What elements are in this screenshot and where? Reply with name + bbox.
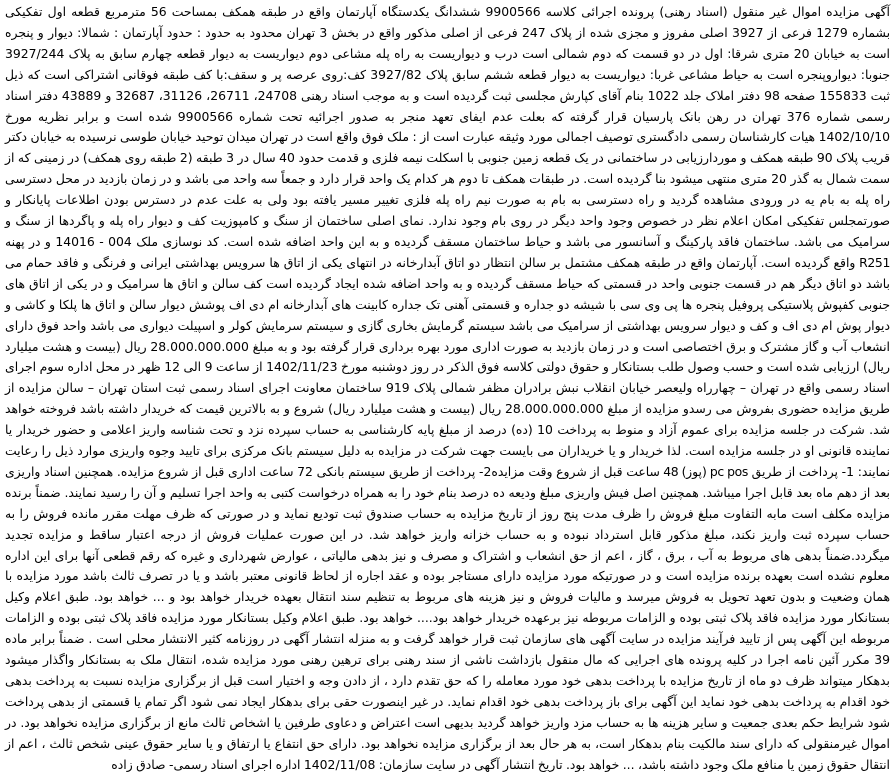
notice-body: آگهی مزایده اموال غیر منقول (اسناد رهنی) پرونده اجرائی کلاسه 9900566 ششدانگ یکدستگاه آپارتمان واقع در طبقه همکف بمساحت 56 مترمربع قطعه اول تفکیکی بشماره 1279 فرعی از 3927 اصلی مفروز و مجزی شده از پلاک 247 فرعی از اصلی مذکور واقع در بخش 3 تهران محدود به حدود : حدود آپارتمان : شمالا: دیوار و پنجره است به خیابان 20 متری شرقا: اول در دو قسمت که دوم شمالی است درب و دیواریست به راه پله مشاعی دوم دیواریست به دیوار قطعه چهارم سابق به پلاک 3927/244 جنوبا: دیواروپنجره است به حیاط مشاعی غربا: دیواریست به دیوار قطعه ششم سابق پلاک 3927/82 کف:روی عرصه پر و سقف:با کف طبقه فوقانی اشتراکی است که ذیل ثبت 155833 صفحه 98 دفتر املاک جلد 1022 بنام آقای کپارش مجلسی ثبت گردیده است و به موجب اسناد رهنی 24708، 26711، 31126، 32687 و 43889 دفتر اسناد رسمی شماره 376 تهران در رهن بانک پارسیان قرار گرفته که بعلت عدم ایفای تعهد منجر به صدور اجرائیه تحت شماره 9900566 شده است و برابر نظریه مورخ 1402/10/10 هیات کارشناسان رسمی دادگستری توصیف اجمالی مورد وثیقه عبارت است از : ملک فوق واقع است در تهران میدان توحید خیابان طوسی نرسیده به خیابان دکتر قریب پلاک 90 طبقه همکف و موردارزیابی در ساختمانی در یک قطعه زمین جنوبی با اسکلت نیمه فلزی و قدمت حدود 40 سال در 3 طبقه (2 طبقه روی همکف) در زمینی که از سمت شمال به گذر 20 متری منتهی میشود بنا گردیده است. در طبقات همکف تا دوم هر کدام یک واحد قرار دارد و جمعاً سه واحد می باشد و در زمان بازدید در محل دسترسی راه پله به بام یه در ورودی مشاهده گردید و راه دسترسی به بام به صورت نیم راه پله فلزی تغییر مسیر یافته بود ولی به علت عدم در دسترس بودن اطلاعات پایانکار و صورتمجلس تفکیکی امکان اعلام نظر در خصوص وجود واحد دیگر در روی بام وجود ندارد. نمای اصلی ساختمان از سنگ و کامپوزیت کف و دیوار راه پله و پاگردها از سنگ و سرامیک می باشد. ساختمان فاقد پارکینگ و آسانسور می باشد و حیاط ساختمان مسقف گردیده و به این واحد اضافه شده است. کد نوسازی ملک 004 - 14016 و در پهنه R251 واقع گردیده است. آپارتمان واقع در طبقه همکف مشتمل بر سالن انتظار دو اتاق آبدارخانه در انتهای یکی از اتاق ها سرویس بهداشتی ایرانی و فرنگی و فاقد حمام می باشد دو اتاق دیگر هم در قسمت جنوبی واحد در قسمتی که حیاط مسقف گردیده و به واحد اضافه شده ایجاد گردیده است کف سالن و اتاق ها سرامیک و در یکی از اتاق های جنوبی کفپوش پلاستیکی پروفیل پنجره ها پی وی سی با شیشه دو جداره و قسمتی آهنی تک جداره کابینت های آبدارخانه ام دی اف پوشش دیوار سالن و اتاق ها پلکا و کاشی و دیوار پوش ام دی اف و کف و دیوار سرویس بهداشتی از سرامیک می باشد سیستم گرمایش بخاری گازی و سیستم سرمایش کولر و اسپیلت دیواری می باشد واحد فوق دارای انشعاب آب و گاز مشترک و برق اختصاصی است و در زمان بازدید به صورت اداری مورد بهره برداری قرار گرفته بود و به مبلغ 28.000.000.000 ریال (بیست و هشت میلیارد ریال) ارزیابی شده است و حسب وصول طلب بستانکار و حقوق دولتی کلاسه فوق الذکر در روز دوشنبه مورخ 1402/11/23 از ساعت 9 الی 12 ظهر در محل اداره سوم اجرای اسناد رسمی واقع در تهران – چهارراه ولیعصر خیابان انقلاب نبش برادران مظفر شمالی پلاک 919 ساختمان معاونت اجرای اسناد رسمی ثبت استان تهران – سالن مزایده از طریق مزایده حضوری بفروش می رسدو مزایده از مبلغ 28.000.000.000 ریال (بیست و هشت میلیارد ریال) شروع و به بالاترین قیمت که خریدار داشته باشد فروخته خواهد شد. شرکت در جلسه مزایده برای عموم آزاد و منوط به پرداخت 10 (ده) درصد از مبلغ پایه کارشناسی به حساب سپرده نزد و تحت شناسه واریز اعلامی و حضور خریدار یا نماینده قانونی او در جلسه مزایده است. لذا خریدار و یا خریداران می بایست جهت شرکت در مزایده به دلیل سیستم بانک مرکزی برای تایید وجوه واریزی موارد ذیل را رعایت نمایند: 1- پرداخت از طریق pc pos (پوز) 48 ساعت قبل از شروع وقت مزایده2- پرداخت از طریق سیستم بانکی 72 ساعت اداری قبل از شروع مزایده. همچنین اسناد واریزی بعد از دهم ماه بعد قابل اجرا میباشد. همچنین اصل فیش واریزی مبلغ ودیعه ده درصد بنام خود را به همراه درخواست کتبی به واحد اجرا تسلیم و آن را رسید نمایند. ضمناً برنده مزایده مکلف است مابه التفاوت مبلغ فروش را ظرف مدت پنج روز از تاریخ مزایده به حساب صندوق ثبت تودیع نماید و در صورتی که ظرف مهلت مقرر مانده فروش را به حساب سپرده ثبت واریز نکند، مبلغ مذکور قابل استرداد نبوده و به حساب خزانه واریز خواهد شد. در این صورت عملیات فروش از درجه اعتبار ساقط و مزایده تجدید میگردد.ضمناً بدهی های مربوط به آب ، برق ، گاز ، اعم از حق انشعاب و اشتراک و مصرف و نیز بدهی مالیاتی ، عوارض شهرداری و غیره که رقم قطعی آنها برای این اداره معلوم نشده است بعهده برنده مزایده است و در صورتیکه مورد مزایده دارای مستاجر بوده و عقد اجاره از لحاظ قانونی معتبر باشد و یا در تصرف ثالث باشد مورد مزایده با همان وضعیت و بدون تعهد تحویل به فروش میرسد و مالیات فروش و نیز هزینه های مربوط به تنظیم سند انتقال بعهده خریدار خواهد بود و ... خواهد بود. طبق اعلام وکیل بستانکار مورد مزایده فاقد پلاک ثبتی بوده و الزامات مربوطه نیز برعهده خریدار خواهد بود.... خواهد بود. طبق اعلام وکیل بستانکار مورد مزایده فاقد پلاک ثبتی بوده و الزامات مربوطه این آگهی پس از تایید فرآیند مزایده در سایت آگهی های سازمان ثبت قرار خواهد گرفت و به منزله انتشار آگهی در روزنامه کثیر الانتشار محلی است . ضمناً برابر ماده 39 مکرر آئین نامه اجرا در کلیه پرونده های اجرایی که مال منقول بازداشت ناشی از سند رهنی برای ترهین رهنی مورد مزایده شده، انتقال ملک به بستانکار واگذار میشود بدهکار میتواند ظرف دو ماه از تاریخ مزایده با پرداخت بدهی خود مورد معامله را که حق تقدم دارد ، از دادن وجه و اختیار است قبل از برگزاری مزایده نسبت به پرداخت بدهی خود اقدام به پرداخت بدهی خود نماید این آگهی برای باز پرداخت بدهی خود اقدام نماید. در غیر اینصورت حقی برای بدهکار ایجاد نمی شود اگر تمام یا قسمتی از بدهی پرداخت شود شرایط حکم بعدی جمعیت و سایر هزینه ها به حساب مزد واریز خواهد گردید بدیهی است اعتراض و دعاوی طرفین یا اشخاص ثالث مانع از برگزاری مزایده نخواهد بود. در اموال غیرمنقولی که دارای سند مالکیت بنام بدهکار است، به هر حال بعد از برگزاری مزایده نخواهد بود. دارای حق انتفاع یا ارتفاق و یا سایر حقوق عینی شخص ثالث ، اعم از انتقال حقوق زمین یا منافع ملک وجود داشته باشد، ... خواهد بود. تاریخ انتشار آگهی در سایت سازمان: 1402/11/08 اداره اجرای اسناد رسمی- صادق زاده: [5, 4, 891, 772]
